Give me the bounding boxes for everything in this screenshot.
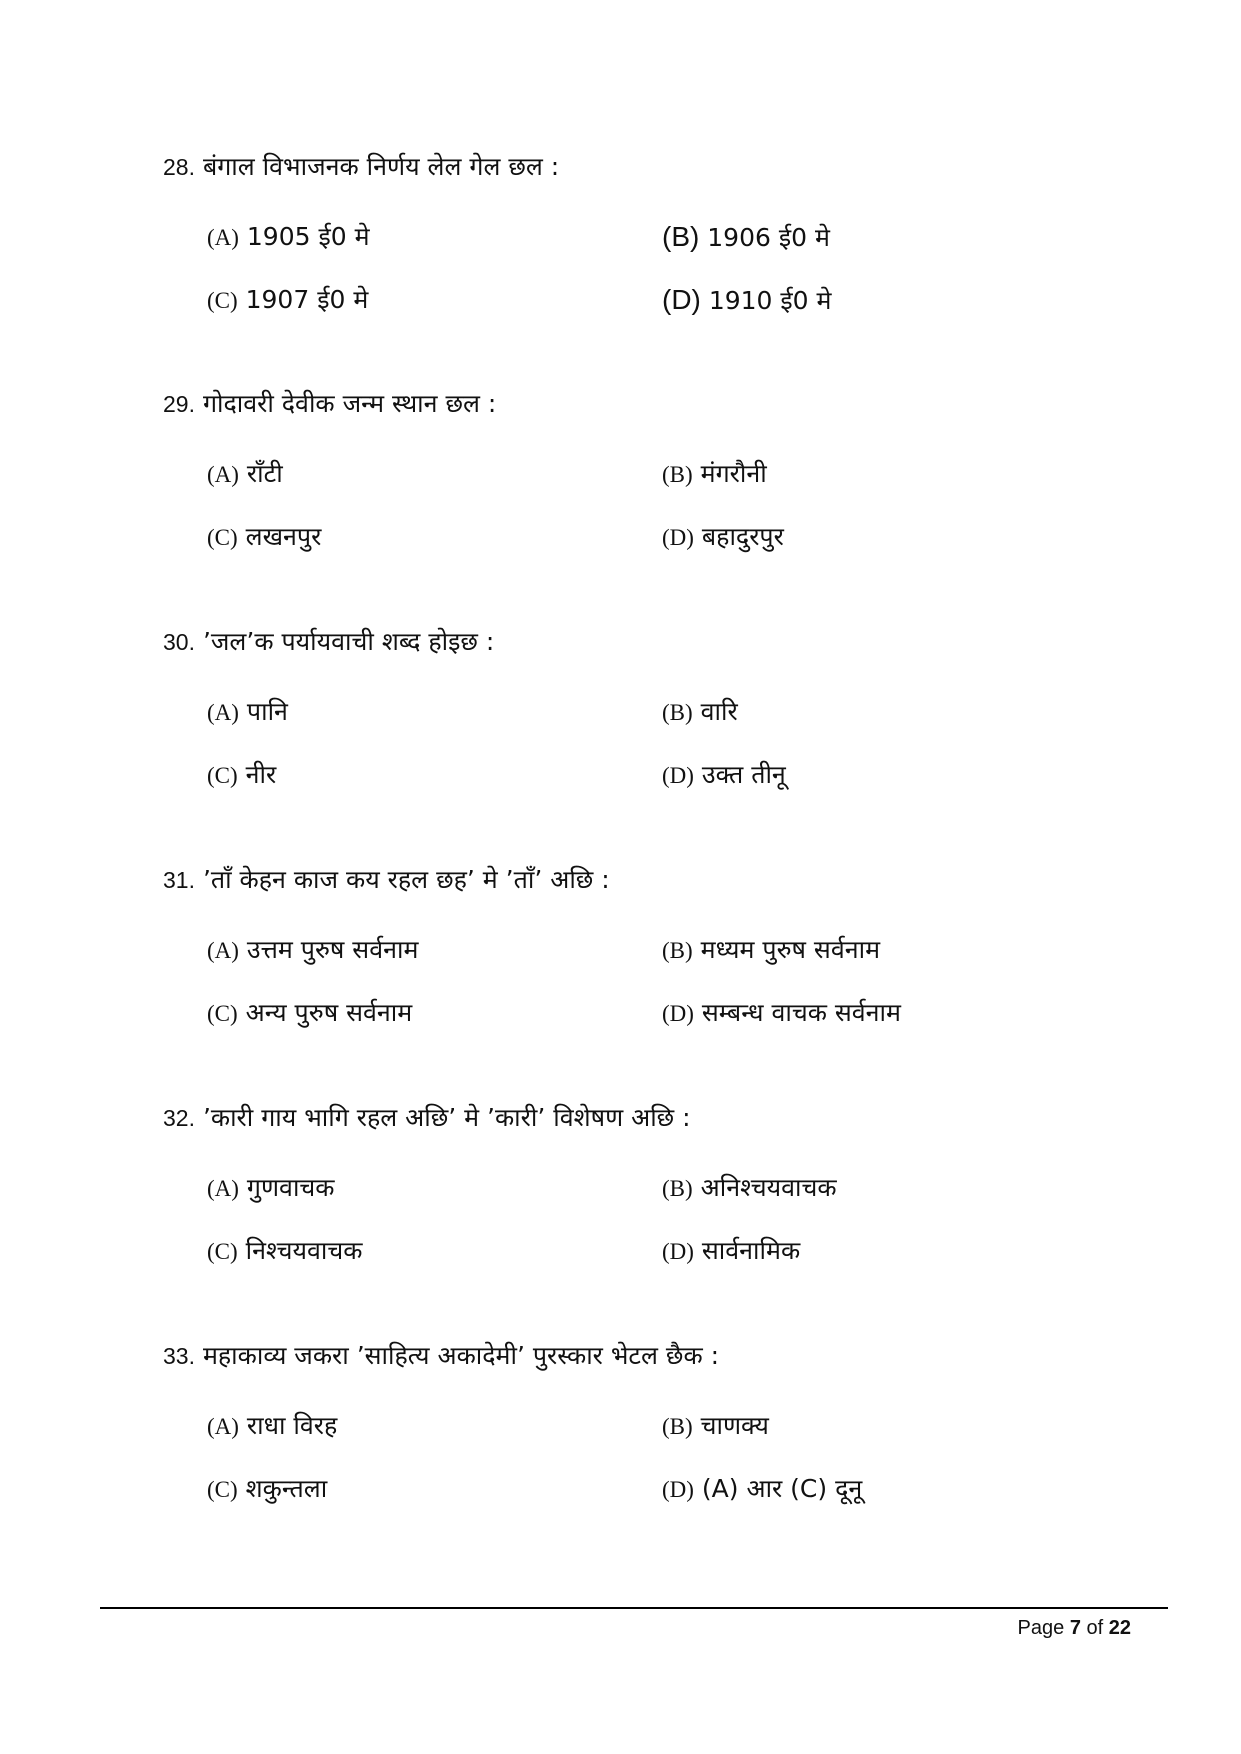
option-d — [662, 1231, 800, 1272]
option-c — [207, 993, 412, 1034]
page-of: of — [1086, 1617, 1104, 1639]
option-d — [662, 1469, 862, 1510]
option-letter: (C) — [207, 1477, 238, 1502]
option-letter: (B) — [662, 700, 693, 725]
question-number: 29. — [163, 391, 195, 417]
option-text: 1906 ई0 मे — [707, 223, 830, 252]
option-letter: (A) — [207, 1414, 239, 1439]
option-text: निश्चयवाचक — [245, 1236, 363, 1265]
option-letter: (A) — [207, 225, 239, 250]
option-b — [662, 217, 830, 258]
question-32 — [163, 1098, 1163, 1265]
question-number: 28. — [163, 154, 195, 180]
question-stem: महाकाव्य जकरा ’साहित्य अकादेमी’ पुरस्कार भेटल छैक : — [202, 1341, 720, 1370]
option-letter: (B) — [662, 1176, 693, 1201]
page-number — [1018, 1613, 1131, 1643]
option-b — [662, 1406, 769, 1447]
option-b — [662, 1168, 837, 1209]
option-c — [207, 517, 321, 558]
option-b — [662, 692, 738, 733]
question-text — [163, 860, 1163, 900]
option-a — [207, 217, 370, 258]
option-letter: (B) — [662, 221, 700, 252]
question-28 — [163, 147, 1163, 315]
option-text: लखनपुर — [245, 522, 322, 551]
question-number: 31. — [163, 867, 195, 893]
page-prefix: Page — [1017, 1617, 1065, 1639]
option-d — [662, 993, 901, 1034]
option-d — [662, 755, 786, 796]
option-text: 1905 ई0 मे — [246, 222, 370, 251]
question-29 — [163, 384, 1163, 551]
option-letter: (B) — [662, 938, 693, 963]
question-stem: ’ताँ केहन काज कय रहल छह’ मे ’ताँ’ अछि : — [202, 865, 610, 894]
option-c — [207, 1469, 327, 1510]
question-text — [163, 147, 1163, 187]
option-text: सार्वनामिक — [701, 1236, 801, 1265]
option-text: नीर — [245, 760, 277, 789]
option-text: अन्य पुरुष सर्वनाम — [245, 998, 413, 1027]
option-letter: (B) — [662, 462, 693, 487]
option-letter: (A) — [207, 700, 239, 725]
option-text: बहादुरपुर — [701, 522, 784, 551]
option-letter: (C) — [207, 763, 238, 788]
option-text: उक्त तीनू — [701, 760, 786, 789]
question-text — [163, 622, 1163, 662]
option-text: शकुन्तला — [245, 1474, 328, 1503]
question-number: 30. — [163, 629, 195, 655]
question-text — [163, 1336, 1163, 1376]
option-text: राँटी — [246, 459, 283, 488]
option-text: सम्बन्ध वाचक सर्वनाम — [701, 998, 901, 1027]
question-33 — [163, 1336, 1163, 1503]
question-text — [163, 1098, 1163, 1138]
option-letter: (D) — [662, 1477, 694, 1502]
option-letter: (D) — [662, 763, 694, 788]
option-letter: (D) — [662, 1239, 694, 1264]
option-letter: (D) — [662, 284, 701, 315]
option-a — [207, 1168, 335, 1209]
option-text: वारि — [700, 697, 738, 726]
option-text: पानि — [246, 697, 288, 726]
option-letter: (D) — [662, 1001, 694, 1026]
option-letter: (C) — [207, 1239, 238, 1264]
option-a — [207, 930, 418, 971]
option-letter: (D) — [662, 525, 694, 550]
question-stem: ’कारी गाय भागि रहल अछि’ मे ’कारी’ विशेषण अछि : — [202, 1103, 691, 1132]
option-letter: (A) — [207, 462, 239, 487]
option-text: अनिश्चयवाचक — [700, 1173, 837, 1202]
option-text: राधा विरह — [246, 1411, 338, 1440]
option-letter: (C) — [207, 525, 238, 550]
option-text: मंगरौनी — [700, 459, 767, 488]
question-number: 33. — [163, 1343, 195, 1369]
footer-divider — [100, 1607, 1168, 1609]
question-number: 32. — [163, 1105, 195, 1131]
option-a — [207, 692, 288, 733]
option-c — [207, 755, 276, 796]
option-letter: (C) — [207, 1001, 238, 1026]
option-letter: (A) — [207, 1176, 239, 1201]
option-text: उत्तम पुरुष सर्वनाम — [246, 935, 419, 964]
option-a — [207, 454, 283, 495]
option-d — [662, 517, 784, 558]
option-b — [662, 930, 880, 971]
option-text: (A) आर (C) दूनू — [701, 1474, 863, 1503]
option-b — [662, 454, 767, 495]
total-pages: 22 — [1108, 1617, 1131, 1639]
current-page: 7 — [1069, 1617, 1081, 1639]
option-d — [662, 280, 831, 321]
question-30 — [163, 622, 1163, 789]
option-text: 1907 ई0 मे — [245, 285, 369, 314]
option-c — [207, 1231, 362, 1272]
option-letter: (A) — [207, 938, 239, 963]
question-stem: ’जल’क पर्यायवाची शब्द होइछ : — [202, 627, 495, 656]
option-text: मध्यम पुरुष सर्वनाम — [700, 935, 881, 964]
option-text: गुणवाचक — [246, 1173, 335, 1202]
option-c — [207, 280, 368, 321]
option-a — [207, 1406, 337, 1447]
option-text: 1910 ई0 मे — [708, 286, 832, 315]
question-31 — [163, 860, 1163, 1027]
option-letter: (B) — [662, 1414, 693, 1439]
option-text: चाणक्य — [700, 1411, 769, 1440]
option-letter: (C) — [207, 288, 238, 313]
question-text — [163, 384, 1163, 424]
question-stem: गोदावरी देवीक जन्म स्थान छल : — [202, 389, 497, 418]
question-stem: बंगाल विभाजनक निर्णय लेल गेल छल : — [202, 152, 560, 181]
